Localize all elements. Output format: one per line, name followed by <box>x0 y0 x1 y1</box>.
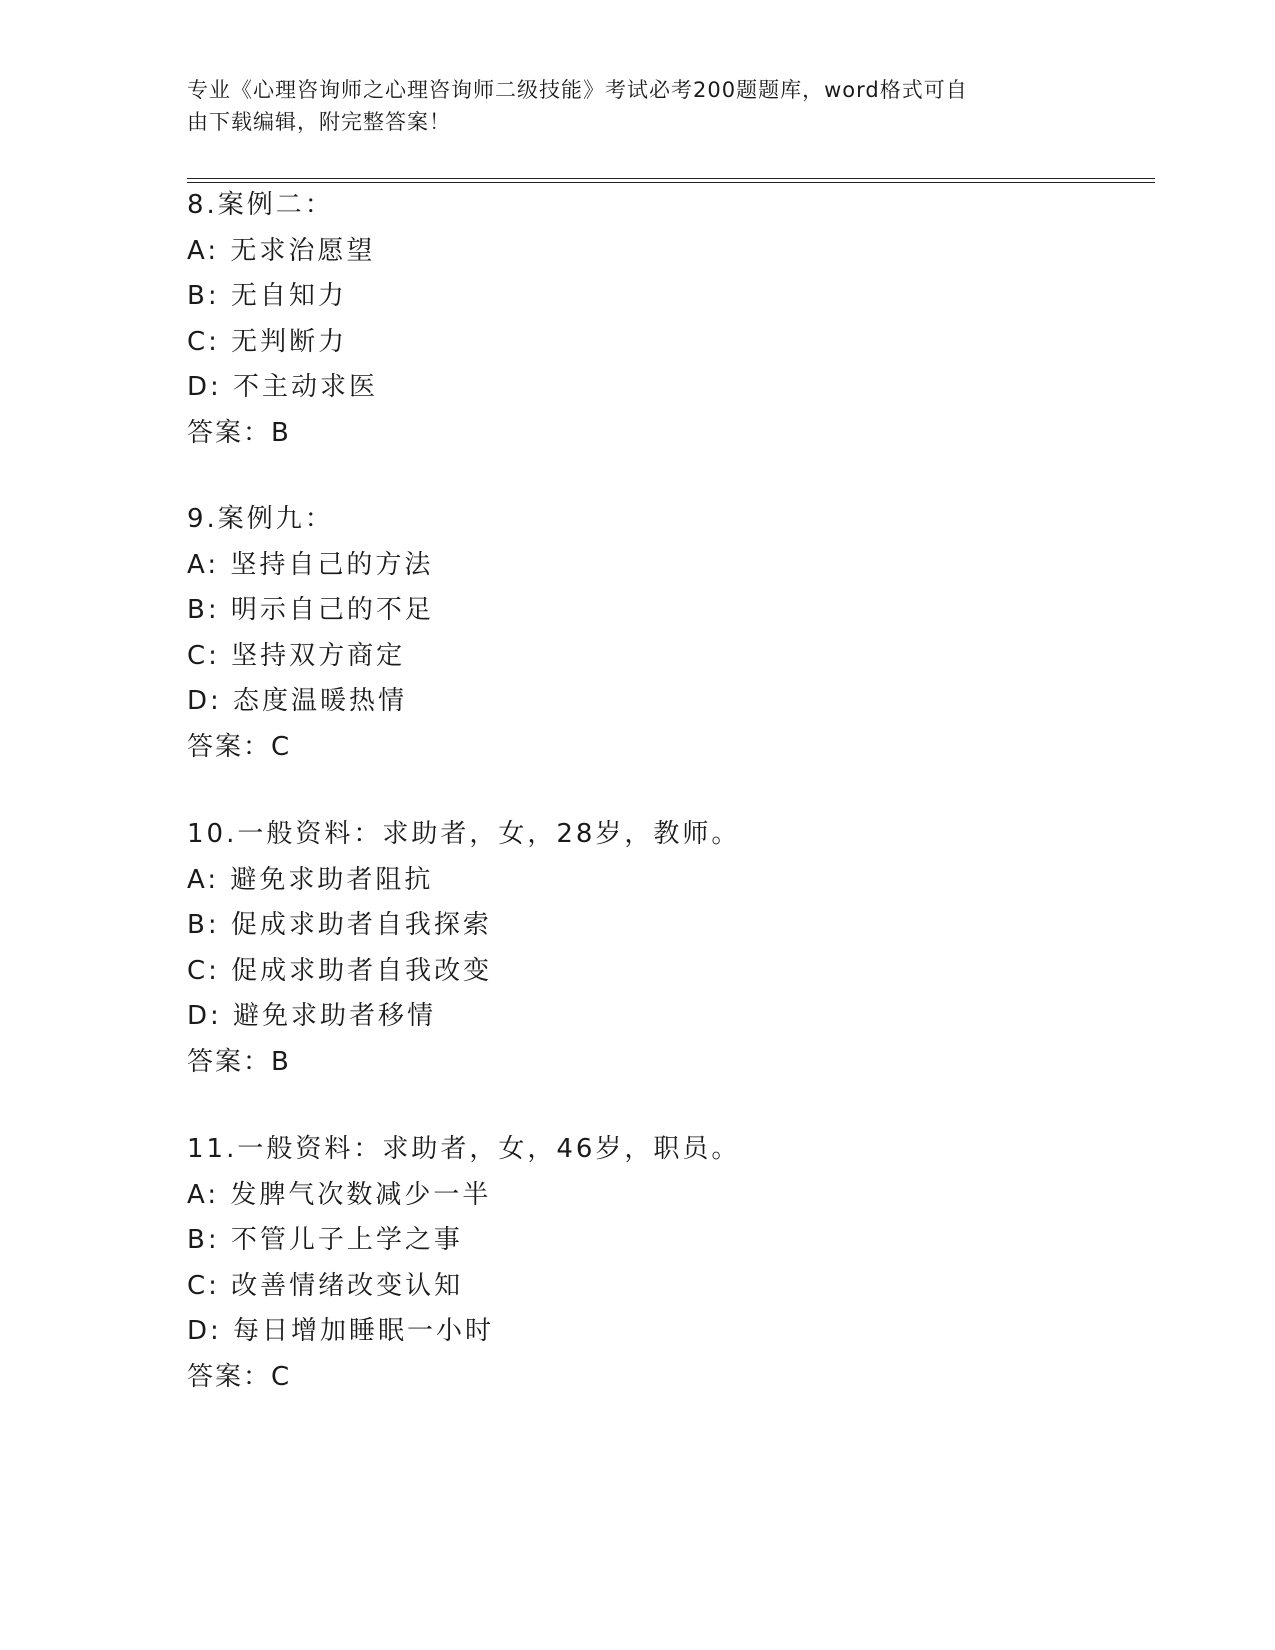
answer: 答案：C <box>187 1361 292 1392</box>
header-line-2: 由下载编辑，附完整答案！ <box>187 110 451 134</box>
question-stem: 8.案例二： <box>187 190 334 220</box>
header-line-1: 专业《心理咨询师之心理咨询师二级技能》考试必考200题题库，word格式可自 <box>187 78 968 102</box>
option-b: B: 促成求助者自我探索 <box>187 910 492 941</box>
question-stem: 11.一般资料：求助者，女，46岁，职员。 <box>187 1134 741 1164</box>
option-a: A: 避免求助者阻抗 <box>187 864 434 895</box>
option-a: A: 坚持自己的方法 <box>187 549 434 580</box>
document-header <box>187 74 1077 138</box>
option-a: A: 发脾气次数减少一半 <box>187 1179 492 1210</box>
option-b: B: 不管儿子上学之事 <box>187 1225 463 1256</box>
option-b: B: 无自知力 <box>187 281 347 312</box>
option-d: D: 态度温暖热情 <box>187 686 408 717</box>
question-9 <box>187 497 1087 771</box>
answer: 答案：B <box>187 417 291 448</box>
question-8 <box>187 183 1087 457</box>
option-d: D: 每日增加睡眠一小时 <box>187 1316 495 1347</box>
option-c: C: 坚持双方商定 <box>187 640 406 671</box>
question-10 <box>187 812 1087 1086</box>
answer: 答案：C <box>187 731 292 762</box>
answer: 答案：B <box>187 1046 291 1077</box>
question-11 <box>187 1127 1087 1401</box>
option-a: A: 无求治愿望 <box>187 235 376 266</box>
option-c: C: 促成求助者自我改变 <box>187 955 493 986</box>
question-stem: 10.一般资料：求助者，女，28岁，教师。 <box>187 819 741 849</box>
option-d: D: 避免求助者移情 <box>187 1001 437 1032</box>
option-d: D: 不主动求医 <box>187 372 379 403</box>
question-stem: 9.案例九： <box>187 504 334 534</box>
option-b: B: 明示自己的不足 <box>187 595 434 626</box>
option-c: C: 无判断力 <box>187 326 348 357</box>
option-c: C: 改善情绪改变认知 <box>187 1270 464 1301</box>
